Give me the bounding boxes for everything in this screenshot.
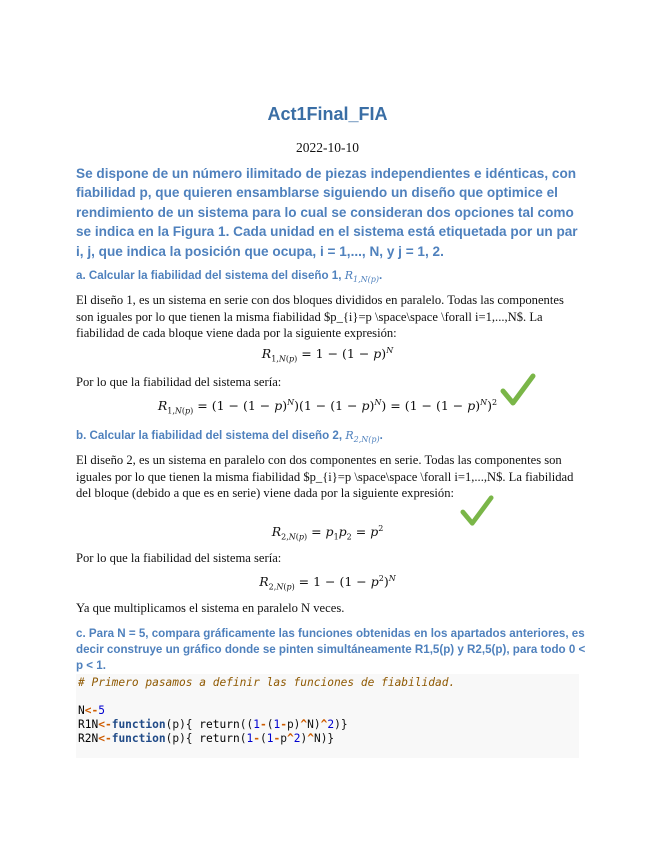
checkmark-icon (500, 372, 536, 408)
section-c-heading: c. Para N = 5, compara gráficamente las funciones obtenidas en los apartados anteriores, es decir construye un gráfico donde se pinten simultáneamente R1,5(p) y R2,5(p), para todo 0 < p < 1. (76, 627, 586, 672)
code-block (76, 674, 579, 758)
section-b-heading: b. Calcular la fiabilidad del sistema del diseño 2, $R_{2,N(p)}$. (76, 429, 383, 445)
section-a-heading-math: $R_{1,N(p)}$ (344, 269, 379, 285)
section-b-paragraph-1: El diseño 2, es un sistema en paralelo con dos componentes en serie. Todas las componentes son iguales por lo que tienen la misma fiabilidad $p_{i}=p \space\space \forall i=1,...,N$. La fiabilidad del bloque (debido a que es en serie) viene dada por la siguiente expresión: (76, 453, 574, 501)
abstract-text: Se dispone de un número ilimitado de piezas independientes e idénticas, con fiabilidad p, que quieren ensamblarse siguiendo un diseño que optimice el rendimiento de un sistema para lo cual se consideran dos opciones tal como se indica en la Figura 1. Cada unidad en el sistema está etiquetada por un par i, j, que indica la posición que ocupa, i = 1,..., N, y j = 1, 2. (76, 166, 578, 259)
section-b-paragraph-2: Por lo que la fiabilidad del sistema sería: (76, 551, 282, 565)
section-a-heading: a. Calcular la fiabilidad del sistema del diseño 1, $R_{1,N(p)}$. (76, 269, 383, 285)
section-b-equation-2: $R_{2,N(p)} = 1 - (1 - p^2)^N$ (259, 574, 396, 592)
eq-text: $R_{1,N(p)} = 1 - (1 - p)^N$ (261, 346, 394, 364)
document-title: Act1Final_FIA (267, 104, 388, 124)
section-b-paragraph-3: Ya que multiplicamos el sistema en paralelo N veces. (76, 601, 345, 615)
checkmark-icon (460, 494, 494, 528)
section-a-equation-1 (0, 346, 655, 364)
section-b-equation-1: $R_{2,N(p)} = p_1p_2 = p^2$ (271, 524, 384, 542)
document-date: 2022-10-10 (296, 140, 359, 155)
code-line-2: R1N<-function(p){ return((1-(1-p)^N)^2)} (78, 718, 348, 731)
section-a-paragraph-1: El diseño 1, es un sistema en serie con dos bloques divididos en paralelo. Todas las componentes son iguales por lo que tienen la misma fiabilidad $p_{i}=p \space\space \forall i=1,...,N$. La fiabilidad de cada bloque viene dada por la siguiente expresión: (76, 293, 564, 341)
code-line-3: R2N<-function(p){ return(1-(1-p^2)^N)} (78, 732, 335, 745)
code-line-1: N<-5 (78, 704, 105, 717)
section-a-equation-2: $R_{1,N(p)} = (1 - (1 - p)^N)(1 - (1 - p)^N) = (1 - (1 - p)^N)^2$ (157, 398, 498, 416)
section-a-paragraph-2: Por lo que la fiabilidad del sistema sería: (76, 375, 282, 389)
code-comment: # Primero pasamos a definir las funciones de fiabilidad. (78, 676, 456, 689)
section-b-heading-math: $R_{2,N(p)}$ (345, 429, 380, 445)
